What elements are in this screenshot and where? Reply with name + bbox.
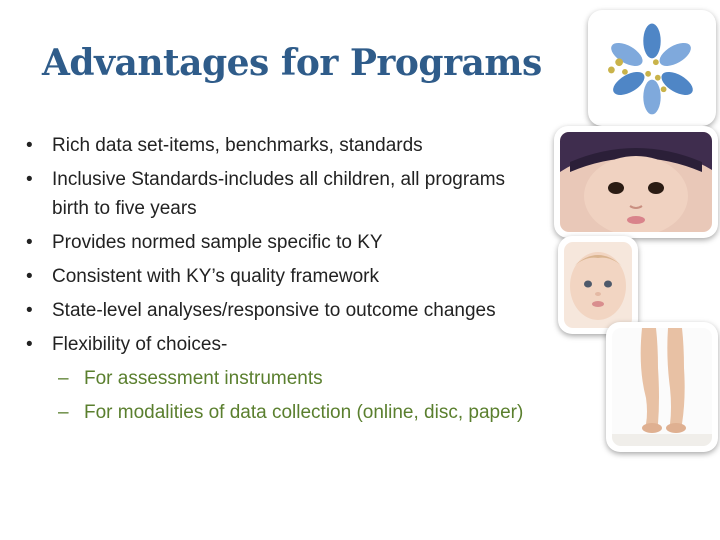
bullet-item: • Consistent with KY’s quality framework — [24, 262, 544, 291]
baby-legs-photo — [606, 322, 718, 452]
pinwheel-icon — [594, 16, 710, 120]
girl-face-image — [560, 132, 712, 232]
baby-face-image — [564, 242, 632, 328]
sub-bullet-item: – For assessment instruments — [24, 364, 544, 393]
pinwheel-logo — [588, 10, 716, 126]
baby-legs-image — [612, 328, 712, 446]
bullet-item: • Rich data set-items, benchmarks, standards — [24, 131, 544, 160]
bullet-item: • State-level analyses/responsive to outcome changes — [24, 296, 544, 325]
slide-title: Advantages for Programs — [42, 42, 542, 84]
bullet-list — [24, 131, 544, 432]
bullet-item: • Provides normed sample specific to KY — [24, 228, 544, 257]
sub-bullet-item: – For modalities of data collection (online, disc, paper) — [24, 398, 544, 427]
baby-face-photo — [558, 236, 638, 334]
girl-with-hat-photo — [554, 126, 718, 238]
bullet-item: • Inclusive Standards-includes all children, all programs birth to five years — [24, 165, 544, 223]
bullet-item: • Flexibility of choices- — [24, 330, 544, 359]
